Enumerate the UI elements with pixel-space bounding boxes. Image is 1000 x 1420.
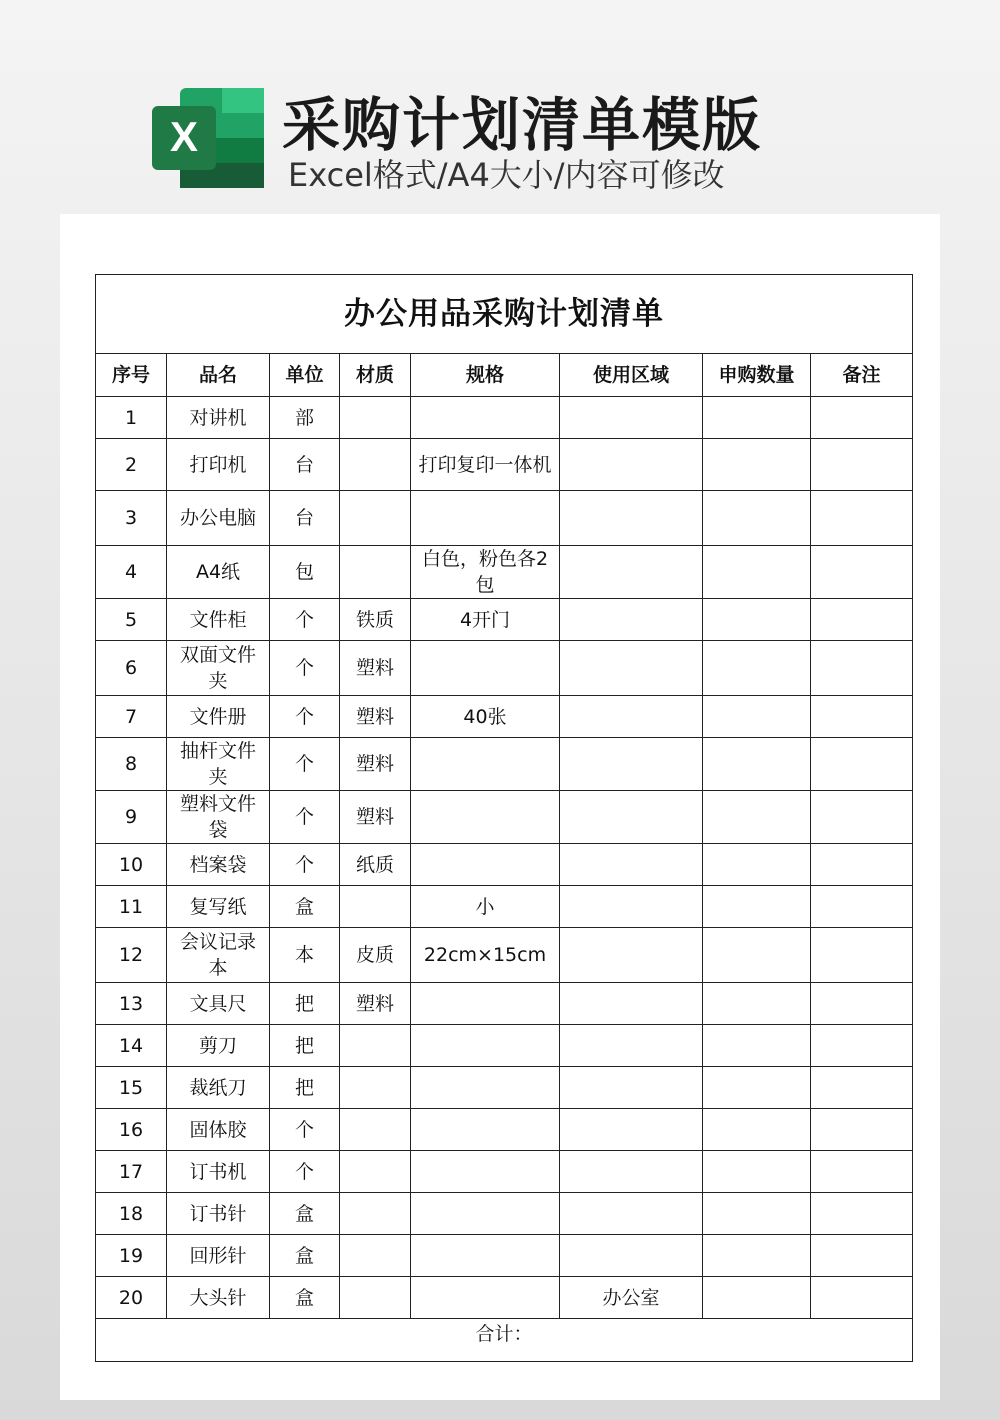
cell-unit: 盒 [270, 1193, 340, 1235]
cell-seq: 3 [96, 491, 167, 546]
cell-spec [411, 983, 560, 1025]
cell-remark [811, 696, 913, 738]
cell-area [560, 696, 703, 738]
page-header [0, 0, 1000, 215]
cell-remark [811, 491, 913, 546]
cell-spec: 4开门 [411, 599, 560, 641]
cell-remark [811, 928, 913, 983]
cell-quantity [703, 1277, 811, 1319]
cell-remark [811, 738, 913, 791]
cell-material: 铁质 [340, 599, 411, 641]
cell-quantity [703, 599, 811, 641]
table-row [96, 928, 913, 983]
column-header-material: 材质 [340, 354, 411, 397]
cell-material [340, 439, 411, 491]
cell-seq: 8 [96, 738, 167, 791]
cell-name: 档案袋 [167, 844, 270, 886]
cell-material [340, 886, 411, 928]
column-header-name: 品名 [167, 354, 270, 397]
cell-unit: 个 [270, 844, 340, 886]
cell-area [560, 641, 703, 696]
cell-unit: 盒 [270, 1235, 340, 1277]
cell-area [560, 599, 703, 641]
cell-unit: 个 [270, 738, 340, 791]
column-header-unit: 单位 [270, 354, 340, 397]
table-row [96, 1151, 913, 1193]
cell-unit: 个 [270, 1109, 340, 1151]
table-row [96, 1025, 913, 1067]
table-row [96, 397, 913, 439]
cell-seq: 12 [96, 928, 167, 983]
cell-name: 大头针 [167, 1277, 270, 1319]
cell-name: 会议记录本 [167, 928, 270, 983]
cell-quantity [703, 1193, 811, 1235]
table-row [96, 1235, 913, 1277]
cell-material: 塑料 [340, 738, 411, 791]
cell-area [560, 439, 703, 491]
cell-unit: 台 [270, 439, 340, 491]
cell-area [560, 546, 703, 599]
cell-name: 塑料文件袋 [167, 791, 270, 844]
table-row [96, 1109, 913, 1151]
cell-quantity [703, 983, 811, 1025]
cell-area [560, 983, 703, 1025]
document-sheet [60, 214, 940, 1400]
cell-material [340, 1151, 411, 1193]
cell-spec: 22cm×15cm [411, 928, 560, 983]
cell-area [560, 928, 703, 983]
cell-material [340, 1025, 411, 1067]
cell-seq: 1 [96, 397, 167, 439]
table-row [96, 491, 913, 546]
cell-spec [411, 1277, 560, 1319]
cell-remark [811, 1277, 913, 1319]
cell-unit: 个 [270, 1151, 340, 1193]
cell-material [340, 1193, 411, 1235]
cell-unit: 包 [270, 546, 340, 599]
cell-spec [411, 1109, 560, 1151]
cell-name: 文具尺 [167, 983, 270, 1025]
cell-remark [811, 397, 913, 439]
cell-remark [811, 1235, 913, 1277]
cell-name: 办公电脑 [167, 491, 270, 546]
cell-area [560, 397, 703, 439]
cell-area [560, 491, 703, 546]
cell-area [560, 886, 703, 928]
cell-material: 塑料 [340, 791, 411, 844]
cell-name: 订书针 [167, 1193, 270, 1235]
cell-remark [811, 1067, 913, 1109]
cell-quantity [703, 791, 811, 844]
cell-remark [811, 844, 913, 886]
cell-material: 塑料 [340, 696, 411, 738]
cell-material [340, 1109, 411, 1151]
column-header-spec: 规格 [411, 354, 560, 397]
cell-quantity [703, 1235, 811, 1277]
cell-quantity [703, 439, 811, 491]
cell-spec [411, 1067, 560, 1109]
cell-quantity [703, 886, 811, 928]
table-row [96, 641, 913, 696]
cell-seq: 17 [96, 1151, 167, 1193]
cell-remark [811, 439, 913, 491]
excel-icon [152, 88, 264, 188]
cell-unit: 个 [270, 791, 340, 844]
cell-quantity [703, 397, 811, 439]
cell-remark [811, 886, 913, 928]
column-header-quantity: 申购数量 [703, 354, 811, 397]
cell-spec: 白色，粉色各2包 [411, 546, 560, 599]
cell-remark [811, 1151, 913, 1193]
cell-unit: 个 [270, 641, 340, 696]
excel-logo-letter: X [169, 113, 199, 160]
cell-spec [411, 397, 560, 439]
purchase-plan-table [95, 274, 913, 1362]
table-row [96, 546, 913, 599]
cell-seq: 5 [96, 599, 167, 641]
header-row [96, 354, 913, 397]
cell-spec [411, 791, 560, 844]
cell-material [340, 491, 411, 546]
table-row [96, 696, 913, 738]
table-row [96, 791, 913, 844]
cell-quantity [703, 696, 811, 738]
table-row [96, 1067, 913, 1109]
cell-spec [411, 1151, 560, 1193]
cell-seq: 11 [96, 886, 167, 928]
cell-remark [811, 1109, 913, 1151]
table-row [96, 599, 913, 641]
cell-material: 皮质 [340, 928, 411, 983]
cell-spec [411, 1025, 560, 1067]
cell-quantity [703, 928, 811, 983]
cell-name: 文件柜 [167, 599, 270, 641]
cell-spec [411, 738, 560, 791]
table-title: 办公用品采购计划清单 [96, 275, 913, 354]
cell-spec [411, 641, 560, 696]
cell-remark [811, 983, 913, 1025]
table-row [96, 738, 913, 791]
cell-spec [411, 491, 560, 546]
cell-area [560, 1193, 703, 1235]
cell-spec: 打印复印一体机 [411, 439, 560, 491]
cell-area [560, 738, 703, 791]
cell-material: 塑料 [340, 983, 411, 1025]
cell-unit: 盒 [270, 1277, 340, 1319]
total-label: 合计： [96, 1319, 913, 1362]
cell-seq: 7 [96, 696, 167, 738]
cell-area: 办公室 [560, 1277, 703, 1319]
cell-spec [411, 1193, 560, 1235]
cell-unit: 台 [270, 491, 340, 546]
cell-quantity [703, 844, 811, 886]
table-body [96, 397, 913, 1319]
cell-unit: 个 [270, 599, 340, 641]
cell-quantity [703, 738, 811, 791]
cell-spec [411, 844, 560, 886]
cell-remark [811, 791, 913, 844]
page-subtitle: Excel格式/A4大小/内容可修改 [288, 156, 725, 194]
cell-name: 对讲机 [167, 397, 270, 439]
column-header-area: 使用区域 [560, 354, 703, 397]
cell-seq: 4 [96, 546, 167, 599]
cell-seq: 15 [96, 1067, 167, 1109]
column-header-seq: 序号 [96, 354, 167, 397]
cell-name: 固体胶 [167, 1109, 270, 1151]
cell-quantity [703, 546, 811, 599]
cell-material: 塑料 [340, 641, 411, 696]
cell-unit: 本 [270, 928, 340, 983]
cell-quantity [703, 1025, 811, 1067]
table-row [96, 1277, 913, 1319]
cell-material [340, 1277, 411, 1319]
cell-remark [811, 599, 913, 641]
cell-material [340, 1235, 411, 1277]
table-row [96, 983, 913, 1025]
cell-quantity [703, 1067, 811, 1109]
cell-name: 订书机 [167, 1151, 270, 1193]
cell-unit: 个 [270, 696, 340, 738]
cell-name: 回形针 [167, 1235, 270, 1277]
cell-area [560, 1067, 703, 1109]
cell-seq: 10 [96, 844, 167, 886]
cell-seq: 18 [96, 1193, 167, 1235]
cell-remark [811, 641, 913, 696]
cell-unit: 把 [270, 1025, 340, 1067]
cell-material [340, 546, 411, 599]
cell-quantity [703, 1109, 811, 1151]
cell-seq: 20 [96, 1277, 167, 1319]
cell-area [560, 1025, 703, 1067]
cell-seq: 16 [96, 1109, 167, 1151]
cell-seq: 9 [96, 791, 167, 844]
table-row [96, 439, 913, 491]
cell-spec [411, 1235, 560, 1277]
cell-seq: 13 [96, 983, 167, 1025]
cell-unit: 把 [270, 1067, 340, 1109]
cell-name: 文件册 [167, 696, 270, 738]
cell-spec: 40张 [411, 696, 560, 738]
cell-name: 复写纸 [167, 886, 270, 928]
cell-quantity [703, 1151, 811, 1193]
cell-seq: 6 [96, 641, 167, 696]
cell-name: 剪刀 [167, 1025, 270, 1067]
cell-material [340, 397, 411, 439]
cell-name: 裁纸刀 [167, 1067, 270, 1109]
cell-spec: 小 [411, 886, 560, 928]
cell-area [560, 791, 703, 844]
cell-unit: 盒 [270, 886, 340, 928]
cell-area [560, 1109, 703, 1151]
cell-name: 抽杆文件夹 [167, 738, 270, 791]
cell-quantity [703, 491, 811, 546]
cell-quantity [703, 641, 811, 696]
cell-seq: 2 [96, 439, 167, 491]
cell-material: 纸质 [340, 844, 411, 886]
cell-remark [811, 1025, 913, 1067]
cell-unit: 部 [270, 397, 340, 439]
cell-name: 打印机 [167, 439, 270, 491]
title-row [96, 275, 913, 354]
cell-remark [811, 1193, 913, 1235]
total-row [96, 1319, 913, 1362]
cell-seq: 19 [96, 1235, 167, 1277]
table-row [96, 1193, 913, 1235]
column-header-remark: 备注 [811, 354, 913, 397]
cell-area [560, 1235, 703, 1277]
table-row [96, 844, 913, 886]
page-title: 采购计划清单模版 [282, 91, 763, 159]
cell-seq: 14 [96, 1025, 167, 1067]
cell-name: 双面文件夹 [167, 641, 270, 696]
cell-remark [811, 546, 913, 599]
cell-area [560, 1151, 703, 1193]
table-row [96, 886, 913, 928]
cell-unit: 把 [270, 983, 340, 1025]
cell-name: A4纸 [167, 546, 270, 599]
cell-area [560, 844, 703, 886]
cell-material [340, 1067, 411, 1109]
